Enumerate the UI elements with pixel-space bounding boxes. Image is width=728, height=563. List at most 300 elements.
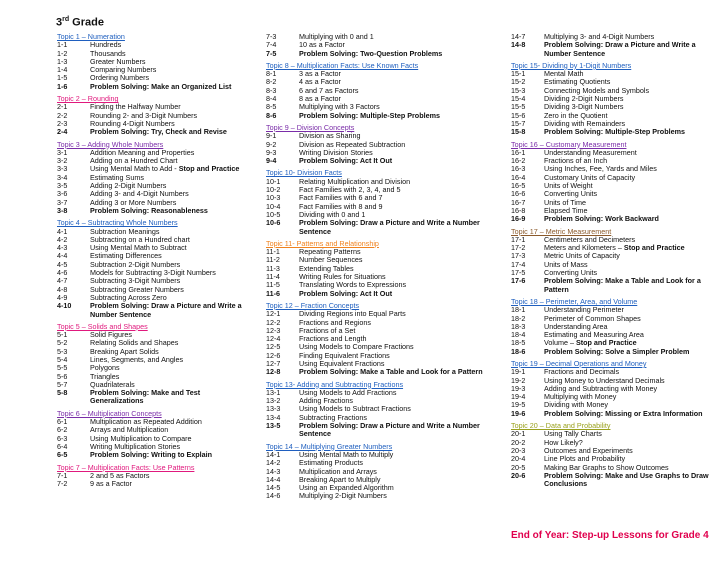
lesson-number: 16-7 bbox=[511, 197, 526, 207]
lesson-number: 15-8 bbox=[511, 127, 526, 137]
lesson-title: Greater Numbers bbox=[90, 56, 146, 66]
lesson-title: Subtracting on a Hundred chart bbox=[90, 234, 190, 244]
lesson-title: Writing Multiplication Stories bbox=[90, 441, 181, 451]
lesson-number: 7-5 bbox=[266, 48, 277, 58]
topic-heading: Topic 18 – Perimeter, Area, and Volume bbox=[511, 296, 638, 306]
lesson-number: 8-4 bbox=[266, 94, 277, 104]
lesson-title: Understanding Perimeter bbox=[544, 305, 624, 315]
lesson-number: 3-8 bbox=[57, 205, 68, 215]
lesson-title: Division as Sharing bbox=[299, 131, 361, 141]
lesson-title: Meters and Kilometers – Stop and Practice bbox=[544, 243, 685, 253]
lesson-number: 5-4 bbox=[57, 354, 68, 364]
lesson-row bbox=[511, 215, 723, 223]
lesson-number: 6-2 bbox=[57, 425, 68, 435]
lesson-number: 2-2 bbox=[57, 110, 68, 120]
lesson-number: 13-3 bbox=[266, 404, 281, 414]
lesson-title: Outcomes and Experiments bbox=[544, 445, 633, 455]
lesson-title: Breaking Apart to Multiply bbox=[299, 474, 381, 484]
lesson-title: Zero in the Quotient bbox=[544, 110, 608, 120]
lesson-number: 12-5 bbox=[266, 342, 281, 352]
lesson-title: Problem Solving: Draw a Picture and Write a Number Sentence bbox=[544, 40, 696, 58]
lesson-number: 13-1 bbox=[266, 387, 281, 397]
lesson-number: 8-3 bbox=[266, 85, 277, 95]
lesson-number: 12-1 bbox=[266, 309, 281, 319]
lesson-title: How Likely? bbox=[544, 437, 583, 447]
lesson-title: Using Models to Add Fractions bbox=[299, 387, 397, 397]
lesson-number: 3-1 bbox=[57, 147, 68, 157]
lesson-title: Problem Solving: Make a Table and Look for a Pattern bbox=[299, 367, 483, 377]
lesson-title: Dividing with 0 and 1 bbox=[299, 209, 366, 219]
lesson-number: 3-2 bbox=[57, 156, 68, 166]
topic-heading: Topic 11- Patterns and Relationship bbox=[266, 238, 379, 248]
lesson-row bbox=[57, 373, 247, 381]
lesson-title: Using Models to Compare Fractions bbox=[299, 342, 414, 352]
topic-heading: Topic 5 – Solids and Shapes bbox=[57, 321, 148, 331]
topic-heading: Topic 12 – Fraction Concepts bbox=[266, 300, 360, 310]
lesson-number: 12-6 bbox=[266, 350, 281, 360]
lesson-title: Fractions and Regions bbox=[299, 317, 371, 327]
lesson-title: Quadrilaterals bbox=[90, 379, 135, 389]
lesson-title: Using Models to Subtract Fractions bbox=[299, 404, 411, 414]
lesson-number: 1-5 bbox=[57, 73, 68, 83]
lesson-row bbox=[57, 451, 247, 459]
lesson-number: 10-3 bbox=[266, 193, 281, 203]
lesson-number: 12-3 bbox=[266, 325, 281, 335]
lesson-number: 4-8 bbox=[57, 284, 68, 294]
lesson-number: 9-3 bbox=[266, 147, 277, 157]
lesson-title: Problem Solving: Act It Out bbox=[299, 288, 393, 298]
lesson-title: Estimating Differences bbox=[90, 251, 162, 261]
lesson-row bbox=[266, 290, 498, 298]
lesson-row bbox=[57, 472, 247, 480]
lesson-number: 1-3 bbox=[57, 56, 68, 66]
lesson-number: 10-6 bbox=[266, 218, 281, 228]
topic-heading: Topic 17 – Metric Measurement bbox=[511, 226, 612, 236]
column-3 bbox=[511, 33, 723, 488]
lesson-title: Subtracting Fractions bbox=[299, 412, 367, 422]
lesson-row bbox=[511, 277, 723, 294]
lesson-title: Problem Solving: Reasonableness bbox=[90, 205, 208, 215]
lesson-number: 14-3 bbox=[266, 466, 281, 476]
lesson-number: 16-8 bbox=[511, 205, 526, 215]
lesson-number: 6-4 bbox=[57, 441, 68, 451]
lesson-title: Problem Solving: Writing to Explain bbox=[90, 450, 213, 460]
lesson-number: 12-8 bbox=[266, 367, 281, 377]
lesson-title: Problem Solving: Make and Test Generalizations bbox=[90, 388, 201, 406]
topic-heading: Topic 9 – Division Concepts bbox=[266, 122, 355, 132]
lesson-number: 20-5 bbox=[511, 462, 526, 472]
lesson-title: Using Money to Understand Decimals bbox=[544, 375, 665, 385]
lesson-title: Fact Families with 6 and 7 bbox=[299, 193, 383, 203]
lesson-row bbox=[266, 50, 498, 58]
lesson-number: 2-3 bbox=[57, 118, 68, 128]
column-2 bbox=[266, 33, 498, 501]
lesson-title: Using Tally Charts bbox=[544, 429, 602, 439]
lesson-title: Dividing Regions into Equal Parts bbox=[299, 309, 406, 319]
lesson-title: Hundreds bbox=[90, 40, 122, 50]
lesson-number: 5-3 bbox=[57, 346, 68, 356]
lesson-title: Models for Subtracting 3-Digit Numbers bbox=[90, 268, 216, 278]
lesson-number: 19-2 bbox=[511, 375, 526, 385]
lesson-title: Multiplication and Arrays bbox=[299, 466, 377, 476]
lesson-title: Problem Solving: Draw a Picture and Write a Number Sentence bbox=[299, 218, 480, 236]
lesson-row bbox=[511, 182, 723, 190]
lesson-row bbox=[511, 261, 723, 269]
lesson-title: Estimating Sums bbox=[90, 172, 144, 182]
lesson-row bbox=[511, 41, 723, 58]
lesson-number: 16-4 bbox=[511, 172, 526, 182]
lesson-number: 16-6 bbox=[511, 189, 526, 199]
lesson-number: 8-2 bbox=[266, 77, 277, 87]
lesson-title: Using Mental Math to Subtract bbox=[90, 243, 187, 253]
lesson-title: Multiplying with Money bbox=[544, 392, 617, 402]
lesson-number: 7-3 bbox=[266, 32, 277, 41]
lesson-title: Finding Equivalent Fractions bbox=[299, 350, 390, 360]
lesson-title: Multiplication as Repeated Addition bbox=[90, 417, 202, 427]
lesson-number: 13-2 bbox=[266, 396, 281, 406]
lesson-title: Fact Families with 2, 3, 4, and 5 bbox=[299, 185, 401, 195]
lesson-title: Metric Units of Capacity bbox=[544, 251, 620, 261]
lesson-title: Extending Tables bbox=[299, 263, 354, 273]
topic-heading: Topic 20 – Data and Probability bbox=[511, 421, 611, 431]
lesson-number: 11-1 bbox=[266, 247, 280, 257]
lesson-title: 6 and 7 as Factors bbox=[299, 85, 359, 95]
lesson-title: Triangles bbox=[90, 371, 120, 381]
lesson-number: 17-3 bbox=[511, 251, 526, 261]
lesson-number: 7-2 bbox=[57, 479, 68, 489]
lesson-title: Subtracting 3-Digit Numbers bbox=[90, 276, 181, 286]
lesson-number: 17-1 bbox=[511, 234, 526, 244]
lesson-number: 8-1 bbox=[266, 69, 277, 79]
lesson-title: Customary Units of Capacity bbox=[544, 172, 636, 182]
lesson-title: Volume – Stop and Practice bbox=[544, 338, 637, 348]
lesson-title: Fractions and Decimals bbox=[544, 367, 620, 377]
lesson-title: Converting Units bbox=[544, 189, 598, 199]
lesson-title: Fractions of an Inch bbox=[544, 156, 608, 166]
lesson-title: Connecting Models and Symbols bbox=[544, 85, 650, 95]
lesson-number: 11-4 bbox=[266, 272, 280, 282]
lesson-row bbox=[57, 207, 247, 215]
lesson-title: Problem Solving: Missing or Extra Information bbox=[544, 408, 703, 418]
lesson-number: 17-4 bbox=[511, 259, 526, 269]
lesson-title: Thousands bbox=[90, 48, 126, 58]
lesson-number: 19-1 bbox=[511, 367, 526, 377]
lesson-number: 4-6 bbox=[57, 268, 68, 278]
topic-heading: Topic 15- Dividing by 1-Digit Numbers bbox=[511, 60, 632, 70]
lesson-row bbox=[511, 385, 723, 393]
lesson-row bbox=[511, 252, 723, 260]
lesson-number: 3-7 bbox=[57, 197, 68, 207]
lesson-number: 15-6 bbox=[511, 110, 526, 120]
lesson-title: Converting Units bbox=[544, 268, 598, 278]
lesson-title: Understanding Measurement bbox=[544, 147, 637, 157]
lesson-row bbox=[57, 364, 247, 372]
lesson-number: 15-4 bbox=[511, 94, 526, 104]
lesson-number: 4-1 bbox=[57, 226, 68, 236]
lesson-number: 11-6 bbox=[266, 288, 280, 298]
lesson-title: Using Mental Math to Add - Stop and Practice bbox=[90, 164, 240, 174]
lesson-number: 18-6 bbox=[511, 346, 526, 356]
lesson-number: 6-1 bbox=[57, 417, 68, 427]
lesson-number: 13-4 bbox=[266, 412, 281, 422]
lesson-row bbox=[511, 393, 723, 401]
lesson-number: 5-1 bbox=[57, 330, 68, 340]
lesson-row bbox=[57, 165, 247, 173]
topic-heading: Topic 13- Adding and Subtracting Fractions bbox=[266, 379, 404, 389]
lesson-number: 3-4 bbox=[57, 172, 68, 182]
lesson-row bbox=[511, 410, 723, 418]
lesson-number: 2-1 bbox=[57, 102, 68, 112]
lesson-row bbox=[57, 41, 247, 49]
lesson-title: Problem Solving: Make a Table and Look for a Pattern bbox=[544, 276, 701, 294]
lesson-title: 3 as a Factor bbox=[299, 69, 341, 79]
lesson-row bbox=[57, 356, 247, 364]
lesson-title: Adding Fractions bbox=[299, 396, 353, 406]
lesson-title: Units of Mass bbox=[544, 259, 588, 269]
lesson-number: 4-3 bbox=[57, 243, 68, 253]
lesson-title: Units of Weight bbox=[544, 181, 593, 191]
lesson-title: Finding the Halfway Number bbox=[90, 102, 181, 112]
lesson-number: 14-8 bbox=[511, 40, 526, 50]
lesson-title: Subtracting Across Zero bbox=[90, 292, 167, 302]
lesson-row bbox=[266, 157, 498, 165]
lesson-title: Problem Solving: Make an Organized List bbox=[90, 81, 232, 91]
lesson-title: 8 as a Factor bbox=[299, 94, 341, 104]
lesson-title: Dividing with Remainders bbox=[544, 118, 626, 128]
lesson-number: 12-7 bbox=[266, 358, 281, 368]
lesson-number: 11-3 bbox=[266, 263, 280, 273]
lesson-number: 18-4 bbox=[511, 330, 526, 340]
lesson-number: 11-2 bbox=[266, 255, 280, 265]
lesson-number: 4-4 bbox=[57, 251, 68, 261]
lesson-number: 14-1 bbox=[266, 449, 281, 459]
lesson-number: 16-2 bbox=[511, 156, 526, 166]
lesson-title: Addition Meaning and Properties bbox=[90, 147, 195, 157]
lesson-title: Estimating Quotients bbox=[544, 77, 611, 87]
lesson-title: Multiplying 2-Digit Numbers bbox=[299, 491, 387, 501]
topic-heading: Topic 16 – Customary Measurement bbox=[511, 139, 627, 149]
lesson-number: 10-5 bbox=[266, 209, 281, 219]
lesson-number: 5-7 bbox=[57, 379, 68, 389]
lesson-number: 14-7 bbox=[511, 32, 526, 41]
lesson-title: Using Multiplication to Compare bbox=[90, 433, 192, 443]
page-title: 3rd Grade bbox=[56, 16, 104, 29]
lesson-number: 1-4 bbox=[57, 65, 68, 75]
lesson-title: Problem Solving: Try, Check and Revise bbox=[90, 127, 227, 137]
lesson-number: 11-5 bbox=[266, 280, 280, 290]
topic-heading: Topic 4 – Subtracting Whole Numbers bbox=[57, 218, 178, 228]
lesson-number: 20-4 bbox=[511, 454, 526, 464]
topic-heading: Topic 7 – Multiplication Facts: Use Patterns bbox=[57, 462, 195, 472]
lesson-number: 20-1 bbox=[511, 429, 526, 439]
lesson-title: Lines, Segments, and Angles bbox=[90, 354, 184, 364]
lesson-title: Problem Solving: Multiple-Step Problems bbox=[299, 110, 440, 120]
lesson-row bbox=[511, 315, 723, 323]
lesson-row bbox=[511, 348, 723, 356]
end-of-year-note: End of Year: Step-up Lessons for Grade 4 bbox=[511, 530, 709, 541]
lesson-number: 20-3 bbox=[511, 445, 526, 455]
lesson-title: Mental Math bbox=[544, 69, 584, 79]
lesson-title: Multiplying with 3 Factors bbox=[299, 102, 380, 112]
lesson-row bbox=[511, 472, 723, 489]
stop-and-practice-label: Stop and Practice bbox=[623, 243, 685, 253]
lesson-title: Estimating and Measuring Area bbox=[544, 330, 644, 340]
lesson-title: Making Bar Graphs to Show Outcomes bbox=[544, 462, 669, 472]
lesson-title: Translating Words to Expressions bbox=[299, 280, 407, 290]
lesson-title: Relating Solids and Shapes bbox=[90, 338, 179, 348]
lesson-title: Centimeters and Decimeters bbox=[544, 234, 636, 244]
lesson-row bbox=[266, 219, 498, 236]
lesson-row bbox=[511, 199, 723, 207]
lesson-row bbox=[266, 492, 498, 500]
lesson-number: 12-2 bbox=[266, 317, 281, 327]
topic-heading: Topic 10- Division Facts bbox=[266, 168, 342, 178]
lesson-title: Writing Division Stories bbox=[299, 147, 373, 157]
topic-heading: Topic 19 – Decimal Operations and Money bbox=[511, 358, 647, 368]
lesson-number: 17-6 bbox=[511, 276, 526, 286]
lesson-title: Multiplying with 0 and 1 bbox=[299, 32, 374, 41]
lesson-title: Problem Solving: Two-Question Problems bbox=[299, 48, 443, 58]
lesson-number: 15-7 bbox=[511, 118, 526, 128]
lesson-title: Problem Solving: Act It Out bbox=[299, 156, 393, 166]
lesson-number: 19-6 bbox=[511, 408, 526, 418]
stop-and-practice-label: Stop and Practice bbox=[575, 338, 637, 348]
lesson-title: Problem Solving: Multiple-Step Problems bbox=[544, 127, 685, 137]
lesson-title: Multiplying 3- and 4-Digit Numbers bbox=[544, 32, 655, 41]
lesson-title: Dividing 2-Digit Numbers bbox=[544, 94, 624, 104]
lesson-row bbox=[511, 70, 723, 78]
lesson-title: Using Equivalent Fractions bbox=[299, 358, 385, 368]
lesson-number: 3-5 bbox=[57, 181, 68, 191]
lesson-number: 1-6 bbox=[57, 81, 68, 91]
lesson-number: 19-3 bbox=[511, 383, 526, 393]
lesson-title: 9 as a Factor bbox=[90, 479, 132, 489]
lesson-number: 17-2 bbox=[511, 243, 526, 253]
lesson-title: Using an Expanded Algorithm bbox=[299, 483, 394, 493]
lesson-title: Problem Solving: Make and Use Graphs to Draw Conclusions bbox=[544, 470, 709, 489]
lesson-row bbox=[57, 480, 247, 488]
lesson-title: Elapsed Time bbox=[544, 205, 588, 215]
lesson-number: 3-3 bbox=[57, 164, 68, 174]
lesson-row bbox=[57, 83, 247, 91]
lesson-title: Problem Solving: Work Backward bbox=[544, 214, 659, 224]
lesson-number: 8-5 bbox=[266, 102, 277, 112]
topic-heading: Topic 14 – Multiplying Greater Numbers bbox=[266, 441, 393, 451]
lesson-row bbox=[266, 422, 498, 439]
topic-heading: Topic 3 – Adding Whole Numbers bbox=[57, 139, 164, 149]
topic-heading: Topic 6 – Multiplication Concepts bbox=[57, 408, 162, 418]
lesson-row bbox=[511, 174, 723, 182]
column-1 bbox=[57, 33, 247, 488]
lesson-number: 2-4 bbox=[57, 127, 68, 137]
lesson-title: Adding 3 or More Numbers bbox=[90, 197, 177, 207]
lesson-row bbox=[511, 103, 723, 111]
lesson-title: Dividing with Money bbox=[544, 400, 608, 410]
lesson-title: Line Plots and Probability bbox=[544, 454, 626, 464]
lesson-title: 2 and 5 as Factors bbox=[90, 470, 150, 480]
lesson-title: Fractions and Length bbox=[299, 334, 367, 344]
topic-heading: Topic 2 – Rounding bbox=[57, 94, 119, 104]
lesson-number: 9-2 bbox=[266, 139, 277, 149]
lesson-number: 14-6 bbox=[266, 491, 281, 501]
lesson-title: Solid Figures bbox=[90, 330, 132, 340]
topic-heading: Topic 8 – Multiplication Facts: Use Known Facts bbox=[266, 60, 419, 70]
lesson-title: Fractions of a Set bbox=[299, 325, 356, 335]
lesson-number: 18-5 bbox=[511, 338, 526, 348]
lesson-number: 5-2 bbox=[57, 338, 68, 348]
lesson-row bbox=[511, 190, 723, 198]
lesson-row bbox=[511, 430, 723, 438]
lesson-number: 15-5 bbox=[511, 102, 526, 112]
lesson-title: Polygons bbox=[90, 363, 120, 373]
lesson-title: Number Sequences bbox=[299, 255, 363, 265]
lesson-row bbox=[57, 389, 247, 406]
lesson-row bbox=[511, 128, 723, 136]
lesson-title: Repeating Patterns bbox=[299, 247, 361, 257]
lesson-title: Relating Multiplication and Division bbox=[299, 176, 411, 186]
lesson-title: Subtraction 2-Digit Numbers bbox=[90, 259, 181, 269]
lesson-row bbox=[57, 302, 247, 319]
lesson-title: Comparing Numbers bbox=[90, 65, 157, 75]
lesson-row bbox=[266, 368, 498, 376]
lesson-number: 9-1 bbox=[266, 131, 277, 141]
lesson-title: Estimating Products bbox=[299, 458, 363, 468]
topic-heading: Topic 1 – Numeration bbox=[57, 32, 125, 41]
lesson-number: 12-4 bbox=[266, 334, 281, 344]
lesson-number: 19-5 bbox=[511, 400, 526, 410]
lesson-number: 14-4 bbox=[266, 474, 281, 484]
lesson-title: Division as Repeated Subtraction bbox=[299, 139, 406, 149]
lesson-number: 4-2 bbox=[57, 234, 68, 244]
lesson-title: Dividing 3-Digit Numbers bbox=[544, 102, 624, 112]
lesson-number: 1-2 bbox=[57, 48, 68, 58]
lesson-title: Problem Solving: Draw a Picture and Write a Number Sentence bbox=[299, 421, 480, 439]
lesson-number: 6-5 bbox=[57, 450, 68, 460]
lesson-number: 4-9 bbox=[57, 292, 68, 302]
lesson-number: 7-4 bbox=[266, 40, 277, 50]
lesson-title: Adding 2-Digit Numbers bbox=[90, 181, 167, 191]
lesson-title: Writing Rules for Situations bbox=[299, 272, 386, 282]
lesson-title: Subtracting Greater Numbers bbox=[90, 284, 184, 294]
lesson-title: Rounding 2- and 3-Digit Numbers bbox=[90, 110, 198, 120]
lesson-number: 19-4 bbox=[511, 392, 526, 402]
lesson-number: 18-3 bbox=[511, 321, 526, 331]
lesson-title: Problem Solving: Draw a Picture and Write a Number Sentence bbox=[90, 301, 242, 319]
lesson-number: 14-2 bbox=[266, 458, 281, 468]
lesson-number: 18-1 bbox=[511, 305, 526, 315]
lesson-number: 9-4 bbox=[266, 156, 277, 166]
lesson-row bbox=[57, 66, 247, 74]
lesson-number: 5-6 bbox=[57, 371, 68, 381]
lesson-number: 3-6 bbox=[57, 189, 68, 199]
lesson-number: 20-6 bbox=[511, 470, 526, 480]
lesson-number: 4-7 bbox=[57, 276, 68, 286]
lesson-number: 14-5 bbox=[266, 483, 281, 493]
lesson-number: 5-5 bbox=[57, 363, 68, 373]
lesson-number: 15-3 bbox=[511, 85, 526, 95]
lesson-title: Arrays and Multiplication bbox=[90, 425, 169, 435]
lesson-title: Adding on a Hundred Chart bbox=[90, 156, 178, 166]
lesson-number: 8-6 bbox=[266, 110, 277, 120]
lesson-title: Perimeter of Common Shapes bbox=[544, 313, 641, 323]
lesson-number: 13-5 bbox=[266, 421, 281, 431]
lesson-number: 4-10 bbox=[57, 301, 72, 311]
lesson-title: Fact Families with 8 and 9 bbox=[299, 201, 383, 211]
lesson-number: 6-3 bbox=[57, 433, 68, 443]
lesson-title: Adding 3- and 4-Digit Numbers bbox=[90, 189, 189, 199]
lesson-number: 10-4 bbox=[266, 201, 281, 211]
lesson-number: 10-2 bbox=[266, 185, 281, 195]
